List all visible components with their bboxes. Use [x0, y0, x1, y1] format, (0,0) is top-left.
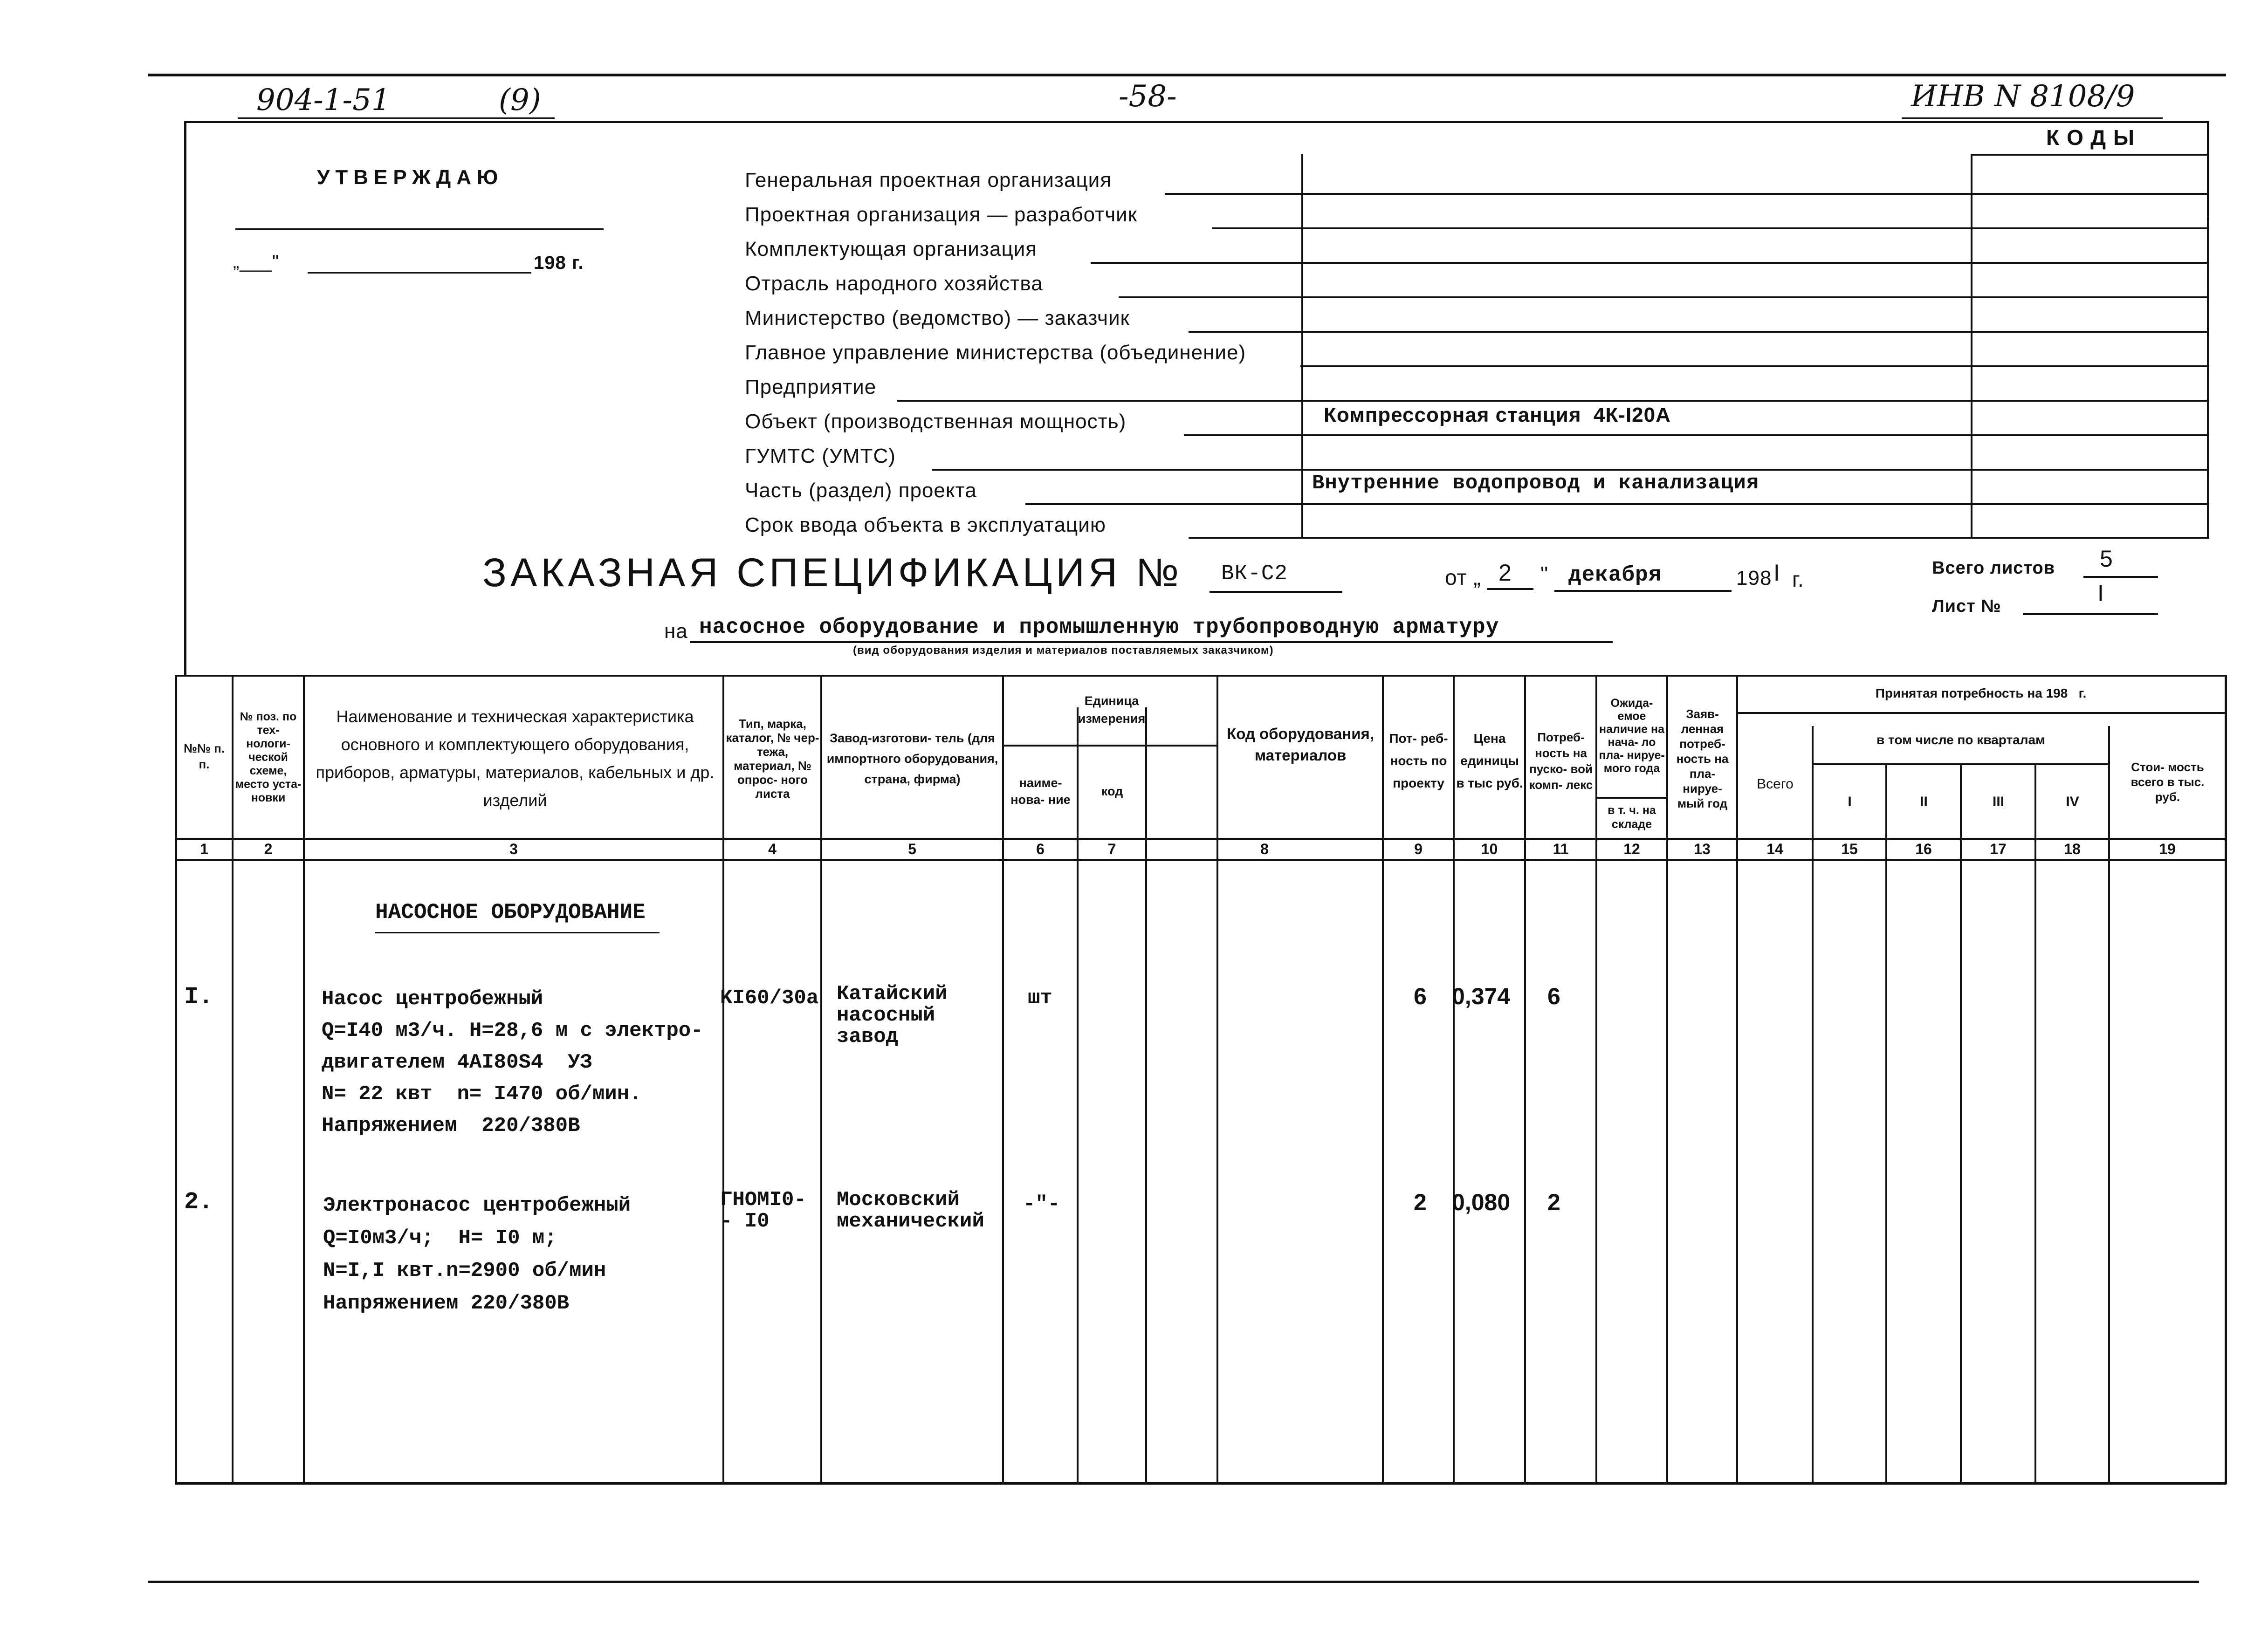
- spec-day: 2: [1498, 560, 1512, 586]
- table-right-border: [2225, 675, 2227, 1484]
- section-title-underline: [375, 932, 660, 933]
- col-number: 18: [2064, 841, 2081, 857]
- header-unit: Единица измерения: [1078, 694, 1146, 726]
- header-q2: II: [1920, 794, 1928, 809]
- spec-subject-underline: [690, 641, 1613, 643]
- row-maker: Московский механический: [837, 1188, 984, 1233]
- org-field-label: Срок ввода объекта в эксплуатацию: [745, 514, 1106, 536]
- inventory-number: ИНВ N 8108/9: [1911, 79, 2135, 114]
- row-price: 0,080: [1452, 1189, 1511, 1215]
- org-line: [897, 400, 2209, 402]
- codes-header-underline: [1972, 154, 2209, 156]
- row-type: ГНОМI0- - I0: [720, 1188, 806, 1233]
- unit-subheader-line: [1002, 745, 1218, 747]
- org-line: [1189, 331, 2209, 333]
- org-line: [1165, 193, 2209, 195]
- approve-date-suffix: 198 г.: [534, 253, 584, 273]
- numbers-top-line: [175, 838, 2227, 840]
- numbers-bottom-line: [175, 859, 2227, 861]
- spec-year-suffix: I: [1773, 560, 1780, 586]
- col-number: 11: [1553, 841, 1569, 857]
- codes-header: КОДЫ: [2046, 125, 2142, 150]
- header-quarters: в том числе по кварталам: [1876, 733, 2045, 747]
- total-sheets-value: 5: [2100, 546, 2113, 572]
- col-sep: [1960, 763, 1962, 1484]
- spec-on-label: на: [664, 620, 688, 643]
- row-type: KI60/30а: [720, 986, 819, 1010]
- col-sep: [1736, 675, 1738, 1484]
- approve-date-prefix: „___": [233, 252, 280, 272]
- col-sep: [722, 675, 724, 1484]
- header-declared: Заяв- ленная потреб- ность на пла- нируе- мый год: [1676, 707, 1729, 810]
- col-sep: [1216, 675, 1218, 1484]
- header-q4: IV: [2066, 794, 2079, 809]
- table-bottom-border: [175, 1482, 2227, 1485]
- section-title: НАСОСНОЕ ОБОРУДОВАНИЕ: [375, 900, 646, 925]
- org-field-label: Комплектующая организация: [745, 238, 1038, 260]
- value-column-left: [1301, 154, 1303, 539]
- header-q1: I: [1848, 794, 1852, 809]
- col-number: 6: [1036, 841, 1045, 857]
- doc-code: 904-1-51: [256, 83, 391, 117]
- spec-month-sep: ": [1540, 562, 1549, 586]
- sheet-value: I: [2097, 580, 2104, 606]
- row-number: I.: [184, 983, 213, 1011]
- col-number: 3: [509, 841, 518, 857]
- header-unit-name: наиме- нова- ние: [1010, 776, 1071, 807]
- spec-month: декабря: [1568, 563, 1662, 587]
- header-launch: Потреб- ность на пуско- вой комп- лекс: [1529, 730, 1593, 792]
- col-number: 1: [200, 841, 208, 857]
- header-accepted: Принятая потребность на 198 г.: [1875, 686, 2087, 700]
- org-line: [1119, 296, 2209, 298]
- col-number: 5: [908, 841, 916, 857]
- frame-left: [184, 121, 186, 676]
- org-field-label: Главное управление министерства (объединение): [745, 341, 1246, 364]
- org-line: [1300, 365, 2209, 367]
- col-sep: [1666, 675, 1668, 1484]
- org-line: [1091, 262, 2209, 264]
- col-number: 10: [1481, 841, 1498, 857]
- spec-month-underline: [1554, 590, 1732, 592]
- spec-number: ВК-С2: [1221, 562, 1288, 586]
- org-field-label: Отрасль народного хозяйства: [745, 272, 1043, 295]
- total-sheets-underline: [2083, 576, 2158, 578]
- approve-date-line: [308, 272, 531, 274]
- quarters-subheader-line: [1812, 763, 2110, 765]
- frame-top: [184, 121, 2207, 123]
- sheet-label: Лист №: [1932, 596, 2001, 616]
- col-number: 13: [1694, 841, 1711, 857]
- header-name: Наименование и техническая характеристика основного и комплектующего оборудования, приборов, арматуры, материалов, кабельных и др. изделий: [316, 707, 715, 810]
- spec-subject-caption: (вид оборудования изделия и материалов поставляемых заказчиком): [853, 644, 1274, 657]
- org-field-label: Министерство (ведомство) — заказчик: [745, 307, 1130, 329]
- header-maker: Завод-изготови- тель (для импортного оборудования, страна, фирма): [826, 731, 998, 786]
- header-type: Тип, марка, каталог, № чер- тежа, материал, № опрос- ного листа: [726, 717, 819, 801]
- col-sep: [2034, 763, 2036, 1484]
- col-number: 12: [1623, 841, 1640, 857]
- row-qty: 6: [1414, 983, 1427, 1009]
- spec-from-label: от „: [1445, 565, 1481, 589]
- org-field-label: Объект (производственная мощность): [745, 410, 1127, 433]
- approve-signature-line: [235, 228, 604, 230]
- row-name: Электронасос центробежный Q=I0м3/ч; Н= I0 м; N=I,I квт.n=2900 об/мин Напряжением 220/380В: [323, 1194, 631, 1315]
- org-field-label: Проектная организация — разработчик: [745, 203, 1137, 226]
- bottom-border-line: [148, 1581, 2199, 1583]
- accepted-subheader-line: [1736, 712, 2226, 714]
- header-price: Цена единицы в тыс руб.: [1456, 731, 1523, 790]
- row-launch: 2: [1547, 1189, 1560, 1215]
- header-cost: Стои- мость всего в тыс. руб.: [2131, 760, 2205, 804]
- approve-title: УТВЕРЖДАЮ: [317, 166, 504, 189]
- row-unit: -"-: [1023, 1192, 1060, 1216]
- row-qty: 2: [1414, 1189, 1427, 1215]
- header-equipment-code: Код оборудования, материалов: [1227, 725, 1374, 764]
- org-field-label: ГУМТС (УМТС): [745, 445, 896, 467]
- col-sep: [1002, 675, 1004, 1484]
- hand-underline-left: [238, 117, 555, 119]
- col-number: 9: [1414, 841, 1423, 857]
- header-stock: в т. ч. на складе: [1608, 804, 1656, 831]
- spec-subject: насосное оборудование и промышленную трубопроводную арматуру: [699, 615, 1499, 639]
- spec-year-prefix: 198: [1736, 567, 1772, 589]
- total-sheets-label: Всего листов: [1932, 558, 2055, 578]
- project-part-value: Внутренние водопровод и канализация: [1312, 472, 1759, 495]
- col-number: 19: [2159, 841, 2176, 857]
- row-unit: шт: [1028, 986, 1052, 1010]
- col-number: 8: [1260, 841, 1269, 857]
- header-unit-code: код: [1101, 784, 1123, 798]
- row-number: 2.: [184, 1188, 213, 1216]
- header-row-num: №№ п. п.: [183, 741, 225, 771]
- col-sep: [1885, 763, 1887, 1484]
- spec-table: [175, 675, 2227, 1484]
- page-number: -58-: [1119, 79, 1177, 114]
- col-sep: [1077, 707, 1079, 1484]
- col-sep: [1382, 675, 1384, 1484]
- sheet-underline: [2023, 613, 2158, 615]
- col-number: 14: [1766, 841, 1783, 857]
- org-field-label: Предприятие: [745, 376, 877, 398]
- col-number: 16: [1915, 841, 1932, 857]
- col-sep: [232, 675, 234, 1484]
- header-position: № поз. по тех- нологи- ческой схеме, место уста- новки: [235, 710, 302, 804]
- col-sep: [1145, 707, 1147, 1484]
- org-field-label: Генеральная проектная организация: [745, 169, 1112, 192]
- col-sep: [1524, 675, 1526, 1484]
- col-number: 7: [1107, 841, 1116, 857]
- header-demand: Пот- реб- ность по проекту: [1389, 731, 1448, 790]
- org-field-label: Часть (раздел) проекта: [745, 479, 977, 502]
- org-line: [1189, 537, 2209, 539]
- org-line: [1184, 434, 2209, 436]
- col-sep: [1595, 675, 1597, 1484]
- header-q3: III: [1992, 794, 2004, 809]
- spec-year-end: г.: [1792, 567, 1804, 591]
- col-sep: [1453, 675, 1455, 1484]
- col-number: 2: [264, 841, 273, 857]
- col-number: 15: [1841, 841, 1858, 857]
- value-column-right: [1971, 154, 1972, 539]
- spec-number-underline: [1210, 591, 1342, 593]
- header-total: Всего: [1757, 776, 1794, 792]
- row-name: Насос центробежный Q=I40 м3/ч. Н=28,6 м с электро- двигателем 4АI80S4 УЗ N= 22 квт n= I470 об/мин. Напряжением 220/380В: [322, 987, 703, 1137]
- top-border: [148, 74, 2226, 76]
- col-sep: [820, 675, 822, 1484]
- hand-underline-right: [1902, 117, 2163, 119]
- spec-title: ЗАКАЗНАЯ СПЕЦИФИКАЦИЯ №: [482, 550, 1183, 595]
- codes-column-right: [2207, 154, 2209, 539]
- col-sep: [303, 675, 305, 1484]
- col-number: 17: [1990, 841, 2007, 857]
- org-line: [932, 469, 2209, 471]
- doc-part: (9): [499, 83, 541, 117]
- object-value: Компрессорная станция 4К-I20А: [1324, 404, 1671, 426]
- spec-day-underline: [1487, 588, 1533, 590]
- col-number: 4: [768, 841, 777, 857]
- row-launch: 6: [1547, 983, 1560, 1009]
- org-line: [1212, 227, 2209, 229]
- row-maker: Катайский насосный завод: [837, 982, 948, 1048]
- org-line: [1025, 503, 2209, 505]
- row-price: 0,374: [1452, 983, 1511, 1009]
- header-expected: Ожида- емое наличие на нача- ло пла- нируе- мого года: [1599, 697, 1665, 775]
